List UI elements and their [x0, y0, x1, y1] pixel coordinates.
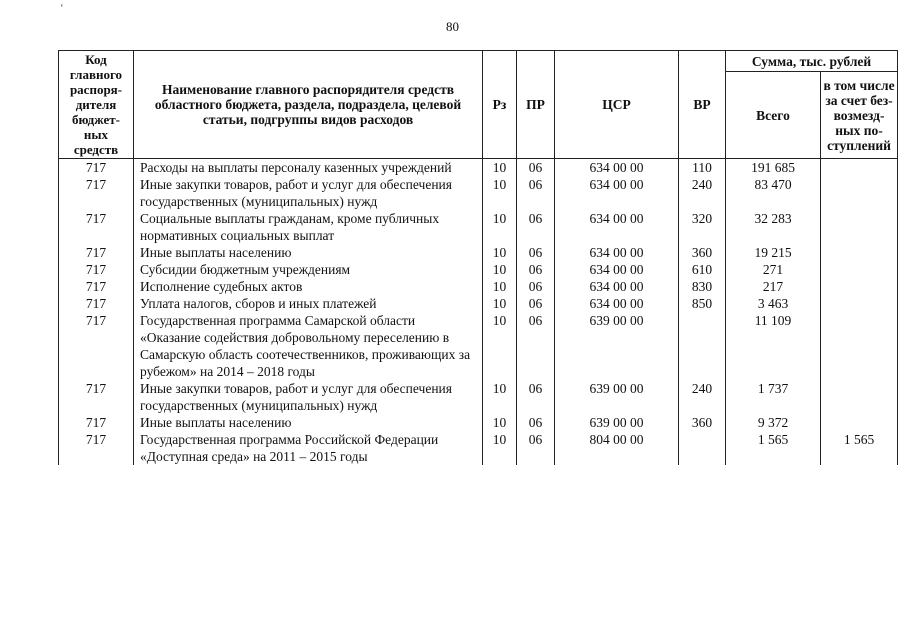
header-vr: ВР [679, 51, 726, 159]
table-row [59, 244, 898, 261]
header-code: Код главного распоря-дителя бюджет-ных средств [59, 51, 134, 159]
cell-name: Государственная программа Российской Федерации «Доступная среда» на 2011 – 2015 годы [134, 431, 483, 465]
cell-rz: 10 [483, 176, 517, 210]
cell-rz: 10 [483, 380, 517, 414]
cell-pr: 06 [517, 414, 555, 431]
cell-vr: 240 [679, 176, 726, 210]
cell-pr: 06 [517, 176, 555, 210]
cell-total: 3 463 [726, 295, 821, 312]
cell-code: 717 [59, 244, 134, 261]
cell-vr: 360 [679, 244, 726, 261]
cell-csr: 634 00 00 [555, 295, 679, 312]
cell-code: 717 [59, 176, 134, 210]
cell-vr [679, 312, 726, 380]
table-row [59, 176, 898, 210]
cell-rz: 10 [483, 431, 517, 465]
cell-code: 717 [59, 159, 134, 177]
cell-rz: 10 [483, 312, 517, 380]
header-total: Всего [726, 72, 821, 159]
table-row [59, 295, 898, 312]
cell-incl [821, 159, 898, 177]
cell-total: 191 685 [726, 159, 821, 177]
cell-vr: 830 [679, 278, 726, 295]
cell-rz: 10 [483, 414, 517, 431]
cell-vr: 360 [679, 414, 726, 431]
cell-name: Иные выплаты населению [134, 244, 483, 261]
table-row [59, 312, 898, 380]
cell-rz: 10 [483, 278, 517, 295]
table-row [59, 414, 898, 431]
cell-vr: 850 [679, 295, 726, 312]
cell-csr: 639 00 00 [555, 380, 679, 414]
cell-code: 717 [59, 278, 134, 295]
cell-vr: 610 [679, 261, 726, 278]
cell-rz: 10 [483, 295, 517, 312]
cell-incl [821, 312, 898, 380]
cell-total: 217 [726, 278, 821, 295]
cell-code: 717 [59, 295, 134, 312]
cell-pr: 06 [517, 431, 555, 465]
cell-name: Субсидии бюджетным учреждениям [134, 261, 483, 278]
cell-rz: 10 [483, 244, 517, 261]
table-row [59, 210, 898, 244]
cell-pr: 06 [517, 380, 555, 414]
cell-csr: 634 00 00 [555, 210, 679, 244]
cell-total: 83 470 [726, 176, 821, 210]
page-number: 80 [446, 19, 459, 34]
cell-pr: 06 [517, 312, 555, 380]
cell-csr: 634 00 00 [555, 244, 679, 261]
cell-code: 717 [59, 380, 134, 414]
cell-name: Иные выплаты населению [134, 414, 483, 431]
cell-name: Иные закупки товаров, работ и услуг для обеспечения государственных (муниципальных) нужд [134, 176, 483, 210]
cell-incl [821, 244, 898, 261]
cell-csr: 634 00 00 [555, 261, 679, 278]
cell-vr: 110 [679, 159, 726, 177]
cell-name: Уплата налогов, сборов и иных платежей [134, 295, 483, 312]
cell-csr: 634 00 00 [555, 278, 679, 295]
cell-incl [821, 414, 898, 431]
cell-csr: 804 00 00 [555, 431, 679, 465]
cell-name: Социальные выплаты гражданам, кроме публичных нормативных социальных выплат [134, 210, 483, 244]
table-row [59, 261, 898, 278]
cell-name: Государственная программа Самарской области «Оказание содействия добровольному переселению в Самарскую область соотечественников, проживающих за рубежом» на 2014 – 2018 годы [134, 312, 483, 380]
cell-total: 19 215 [726, 244, 821, 261]
cell-code: 717 [59, 261, 134, 278]
table-row [59, 380, 898, 414]
header-incl: в том числе за счет без-возмезд-ных по-ступлений [821, 72, 898, 159]
cell-name: Иные закупки товаров, работ и услуг для обеспечения государственных (муниципальных) нужд [134, 380, 483, 414]
cell-incl [821, 261, 898, 278]
cell-rz: 10 [483, 159, 517, 177]
cell-total: 32 283 [726, 210, 821, 244]
table-row [59, 159, 898, 177]
table-row [59, 278, 898, 295]
cell-csr: 634 00 00 [555, 159, 679, 177]
cell-vr: 240 [679, 380, 726, 414]
cell-rz: 10 [483, 261, 517, 278]
header-rz: Рз [483, 51, 517, 159]
scan-mark: ʻ [60, 2, 64, 14]
cell-incl [821, 210, 898, 244]
cell-incl [821, 380, 898, 414]
cell-vr: 320 [679, 210, 726, 244]
table-body [59, 159, 898, 466]
cell-total: 1 737 [726, 380, 821, 414]
cell-name: Расходы на выплаты персоналу казенных учреждений [134, 159, 483, 177]
cell-name: Исполнение судебных актов [134, 278, 483, 295]
cell-csr: 634 00 00 [555, 176, 679, 210]
budget-table [58, 50, 898, 465]
cell-csr: 639 00 00 [555, 414, 679, 431]
cell-pr: 06 [517, 244, 555, 261]
cell-incl: 1 565 [821, 431, 898, 465]
cell-total: 1 565 [726, 431, 821, 465]
cell-total: 271 [726, 261, 821, 278]
cell-incl [821, 278, 898, 295]
header-name: Наименование главного распорядителя средств областного бюджета, раздела, подраздела, целевой статьи, подгруппы видов расходов [134, 51, 483, 159]
cell-rz: 10 [483, 210, 517, 244]
header-csr: ЦСР [555, 51, 679, 159]
cell-incl [821, 176, 898, 210]
cell-code: 717 [59, 431, 134, 465]
cell-pr: 06 [517, 295, 555, 312]
table-row [59, 431, 898, 465]
cell-total: 9 372 [726, 414, 821, 431]
cell-vr [679, 431, 726, 465]
cell-code: 717 [59, 312, 134, 380]
cell-pr: 06 [517, 159, 555, 177]
cell-code: 717 [59, 414, 134, 431]
cell-incl [821, 295, 898, 312]
header-sum-group: Сумма, тыс. рублей [726, 51, 898, 72]
cell-pr: 06 [517, 210, 555, 244]
header-pr: ПР [517, 51, 555, 159]
cell-csr: 639 00 00 [555, 312, 679, 380]
cell-total: 11 109 [726, 312, 821, 380]
cell-code: 717 [59, 210, 134, 244]
cell-pr: 06 [517, 278, 555, 295]
cell-pr: 06 [517, 261, 555, 278]
